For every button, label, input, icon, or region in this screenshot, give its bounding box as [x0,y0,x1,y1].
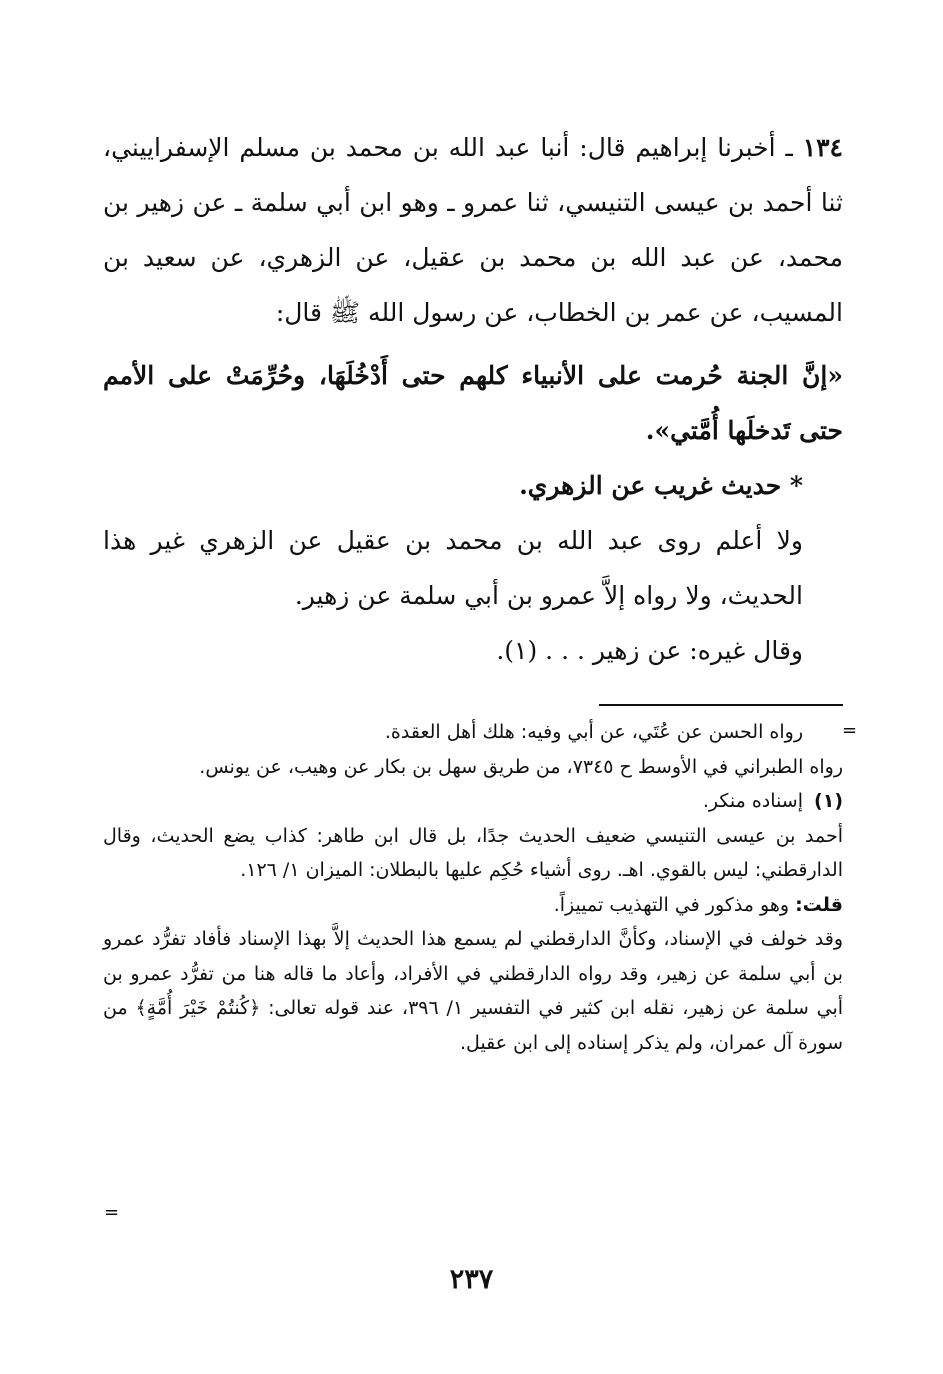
hadith-matn: «إنَّ الجنة حُرمت على الأنبياء كلهم حتى أَدْخُلَهَا، وحُرِّمَتْ على الأمم حتى تَدخلَها أُمَّتي». [103,361,843,445]
isnad-text: ـ أخبرنا إبراهيم قال: أنبا عبد الله بن محمد بن مسلم الإسفراييني، ثنا أحمد بن عيسى التنيسي، ثنا عمرو ـ وهو ابن أبي سلمة ـ عن زهير بن محمد، عن عبد الله بن محمد بن عقيل، عن الزهري، عن سعيد بن المسيب، عن عمر بن الخطاب، عن رسول الله ﷺ قال: [103,133,843,327]
qult-label: قلت: [795,893,843,916]
hadith-number: ١٣٤ [802,133,843,162]
page-number: ٢٣٧ [449,1264,494,1295]
footnote-continued-line2: رواه الطبراني في الأوسط ح ٧٣٤٥، من طريق سهل بن بكار عن وهيب، عن يونس. [199,755,843,778]
main-text [103,120,843,678]
continuation-mark-bottom: = [104,1202,120,1223]
footnote-1-narrator: أحمد بن عيسى التنيسي ضعيف الحديث جدًا، بل قال ابن طاهر: كذاب يضع الحديث، وقال الدارقطني: ليس بالقوي. اهـ. روى أشياء حُكِم عليها بالبطلان: الميزان ١/ ١٢٦. [103,824,843,881]
footnote-1-discussion: وقد خولف في الإسناد، وكأنَّ الدارقطني لم يسمع هذا الحديث إلاَّ بهذا الإسناد فأفاد تفرُّد عمرو بن أبي سلمة عن زهير، وقد رواه الدارقطني في الأفراد، وأعاد ما قاله هنا من تفرُّد عمرو بن أبي سلمة عن زهير، نقله ابن كثير في التفسير ١/ ٣٩٦، عند قوله تعالى: ﴿كُنتُمْ خَيْرَ أُمَّةٍ﴾ من سورة آل عمران، ولم يذكر إسناده إلى ابن عقيل. [103,928,844,1054]
footnotes [103,715,843,1060]
continuation-mark-top: = [842,720,858,741]
footnote-1-verdict: إسناده منكر. [702,790,803,812]
hadith-isnad [103,120,843,340]
footnote-1-note [103,888,843,923]
footnote-continued-line1: رواه الحسن عن عُتَي، عن أبي وفيه: هلك أهل العقدة. [384,721,803,743]
author-note: وقال غيره: عن زهير . . . (١). [496,636,803,665]
footnote-number: (١) [814,790,843,812]
author-comment: ولا أعلم روى عبد الله بن محمد بن عقيل عن الزهري غير هذا الحديث، ولا رواه إلاَّ عمرو بن أبي سلمة عن زهير. [103,526,803,610]
footnote-1-heading [103,784,843,819]
hadith-grade: * حديث غريب عن الزهري. [519,471,803,500]
qult-text: وهو مذكور في التهذيب تمييزاً. [553,893,790,916]
footnote-divider [599,704,843,706]
